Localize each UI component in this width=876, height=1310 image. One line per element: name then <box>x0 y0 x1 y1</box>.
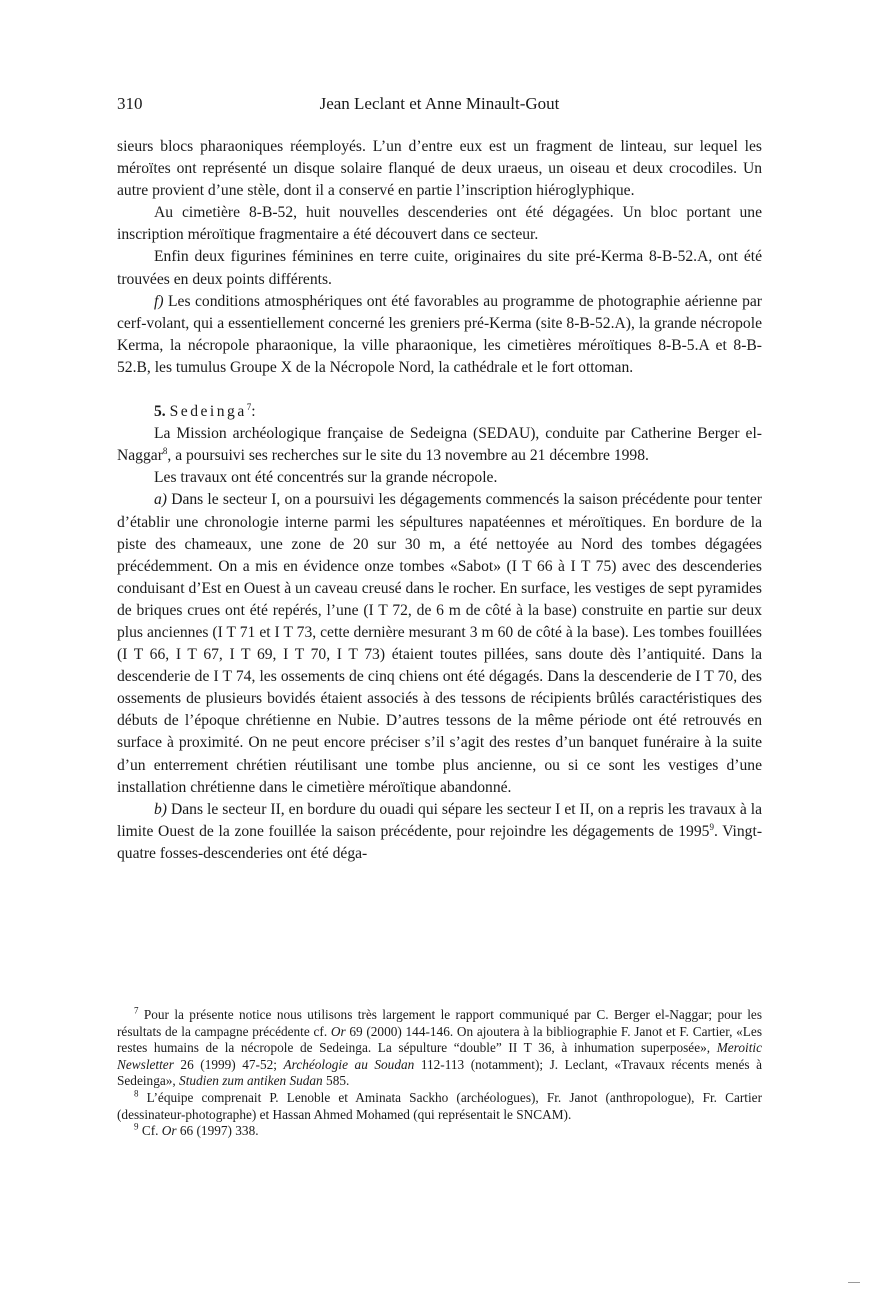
paragraph: La Mission archéologique française de Sedeigna (SEDAU), conduite par Catherine Berger el-Naggar$^8$, a poursuivi ses recherches sur le site du 13 novembre au 21 décembre 1998. <box>117 425 762 465</box>
footnote-mark: 8 <box>134 1088 139 1099</box>
section-heading: 5. Sedeinga$^7$: <box>154 401 256 421</box>
paragraph: f) Les conditions atmosphériques ont été favorables au programme de photographie aérienne par cerf-volant, qui a essentiellement concerné les greniers pré-Kerma (site 8-B-52.A), la grande nécropole Kerma, la nécropole pharaonique, la ville pharaonique, les cimetières méroïtiques 8-B-5.A et 8-B-52.B, les tumulus Groupe X de la Nécropole Nord, la cathédrale et le fort ottoman. <box>117 292 762 376</box>
footnote: $^8$ L’équipe comprenait P. Lenoble et Aminata Sackho (archéologues), Fr. Janot (anthropologue), Fr. Cartier (dessinateur-photographe) et Hassan Ahmed Mohamed (qui représentait le SNCAM). <box>117 1088 762 1122</box>
footnote-mark: 9 <box>134 1121 139 1132</box>
footnote-ref: 8 <box>162 446 168 457</box>
item-label: f) <box>154 292 164 310</box>
item-label: a) <box>154 491 167 509</box>
footnote-ref: 7 <box>246 401 252 412</box>
paragraph: a) Dans le secteur I, on a poursuivi les dégagements commencés la saison précédente pour tenter d’établir une chronologie interne parmi les sépultures napatéennes et méroïtiques. En bordure de la piste des chameaux, une zone de 20 sur 30 m, a été nettoyée au Nord des tombes dégagées précédemment. On a mis en évidence onze tombes «Sabot» (I T 66 à I T 75) avec des descenderies conduisant d’Est en Ouest à un caveau creusé dans le rocher. En surface, les vestiges de sept pyramides de briques crues ont été repérés, l’une (I T 72, de 6 m de côté à la base) construite en partie sur deux plus anciennes (I T 71 et I T 73, cette dernière mesurant 3 m 60 de côté à la base). Les tombes fouillées (I T 66, I T 67, I T 69, I T 70, I T 73) étaient toutes pillées, sans doute dès l’antiquité. Dans la descenderie de I T 74, les ossements de cinq chiens ont été dégagés. Dans la descenderie de I T 70, des ossements de plusieurs bovidés étaient associés à des tessons de récipients brûlés caractéristiques des débuts de l’époque chrétienne en Nubie. D’autres tessons de la même période ont été retrouvés en surface à proximité. On ne peut encore préciser s’il s’agit des restes d’un banquet funéraire à la suite d’un enterrement chrétien réutilisant une tombe plus ancienne, ou si ce sont les vestiges d’une installation chrétienne dans le cimetière méroïtique abandonné. <box>117 491 762 796</box>
section-number: 5. <box>154 403 166 421</box>
footnote-mark: 7 <box>134 1005 139 1016</box>
paragraph: Les travaux ont été concentrés sur la grande nécropole. <box>154 469 498 487</box>
scan-mark <box>848 1282 860 1283</box>
paragraph: sieurs blocs pharaoniques réemployés. L’un d’entre eux est un fragment de linteau, sur lequel les méroïtes ont représenté un disque solaire flanqué de deux uraeus, un oiseau et deux crocodiles. Un autre provient d’une stèle, dont il a conservé en partie l’inscription hiéroglyphique. <box>117 138 762 200</box>
footnote: $^9$ Cf. Or 66 (1997) 338. <box>134 1121 259 1139</box>
section-title: Sedeinga <box>169 403 247 421</box>
footnote: $^7$ Pour la présente notice nous utilisons très largement le rapport communiqué par C. Berger el-Naggar; pour les résultats de la campagne précédente cf. Or 69 (2000) 144-146. On ajoutera à la bibliographie F. Janot et F. Cartier, «Les restes humains de la nécropole de Sedeinga. La sépulture “double” II T 36, à inhumation superposée», Meroitic Newsletter 26 (1999) 47-52; Archéologie au Soudan 112-113 (notamment); J. Leclant, «Travaux récents menés à Sedeinga», Studien zum antiken Sudan 585. <box>117 1005 762 1089</box>
paragraph: b) Dans le secteur II, en bordure du ouadi qui sépare les secteur I et II, on a repris les travaux à la limite Ouest de la zone fouillée la saison précédente, pour rejoindre les dégagements de 1995$^9$. Vingt-quatre fosses-descenderies ont été déga- <box>117 800 763 862</box>
footnote-ref: 9 <box>709 821 714 832</box>
page-number: 310 <box>117 94 143 113</box>
footnotes <box>117 1007 762 1140</box>
paragraph: Au cimetière 8-B-52, huit nouvelles descenderies ont été dégagées. Un bloc portant une inscription méroïtique fragmentaire a été découvert dans ce secteur. <box>117 204 762 244</box>
body-text <box>117 136 762 865</box>
paragraph: Enfin deux figurines féminines en terre cuite, originaires du site pré-Kerma 8-B-52.A, ont été trouvées en deux points différents. <box>117 248 762 288</box>
item-label: b) <box>154 800 167 818</box>
running-head: Jean Leclant et Anne Minault-Gout <box>319 94 560 113</box>
page-header <box>117 94 762 118</box>
